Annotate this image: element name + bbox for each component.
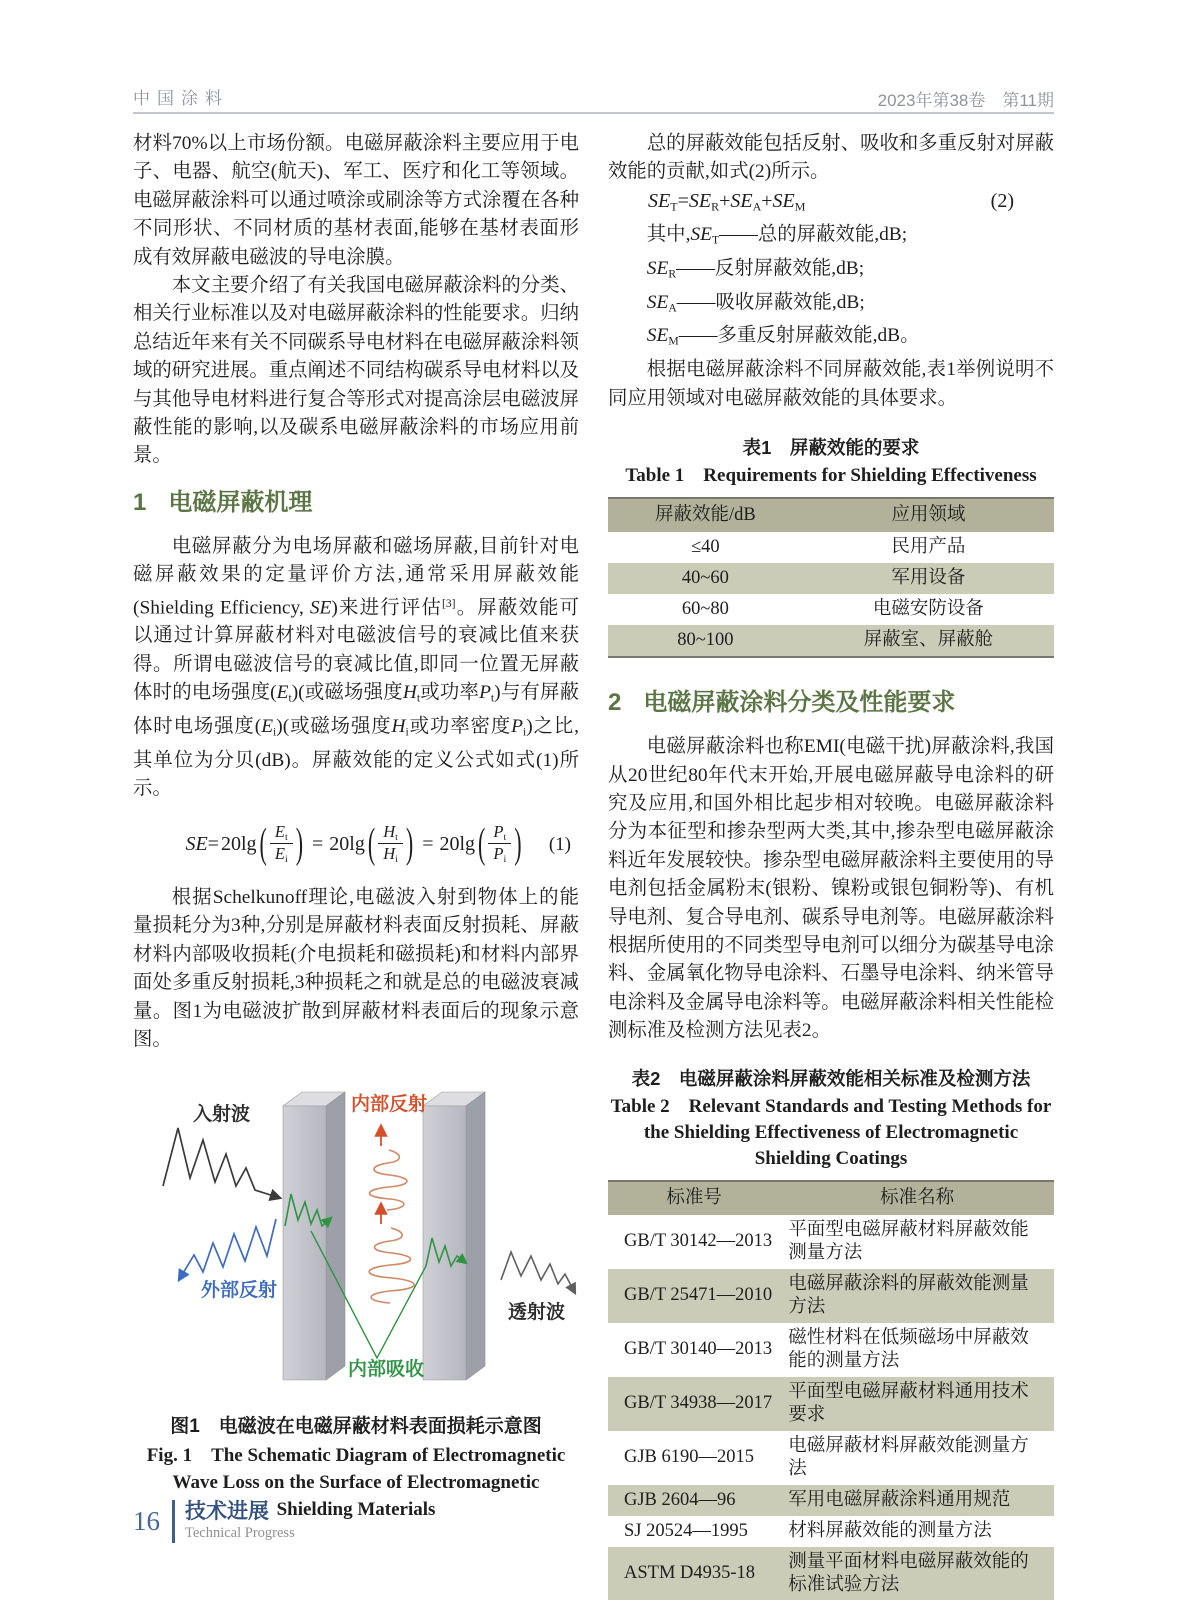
paragraph: 根据Schelkunoff理论,电磁波入射到物体上的能量损耗分为3种,分别是屏蔽材料表面反射损耗、屏蔽材料内部吸收损耗(介电损耗和磁损耗)和材料内部界面处多重反射损耗,3种损耗之和就是总的电磁波衰减量。图1为电磁波扩散到屏蔽材料表面后的现象示意图。	[133, 886, 579, 1050]
table-2-caption-cn: 表2 电磁屏蔽涂料屏蔽效能相关标准及检测方法	[631, 1067, 1031, 1089]
left-paren: (	[367, 818, 376, 867]
internal-reflection-coil-top	[369, 1150, 407, 1210]
section-heading-2	[608, 686, 1054, 720]
fraction	[270, 822, 293, 867]
numerator: $H_t$	[383, 821, 398, 843]
table-row	[608, 563, 1054, 594]
issue-info: 2023年第38卷 第11期	[877, 91, 1054, 110]
table-cell: 民用产品	[891, 537, 966, 558]
table-1-caption-cn: 表1 屏蔽效能的要求	[742, 437, 920, 459]
table-cell: 电磁安防设备	[872, 599, 984, 620]
table-2-caption-en: Table 2 Relevant Standards and Testing Methods for the Shielding Effectiveness of Electromagnetic Shielding Coatings	[610, 1095, 1052, 1169]
standard-name: 测量平面材料电磁屏蔽效能的标准试验方法	[788, 1551, 1029, 1595]
table-2-header-cell: 标准号	[608, 1181, 780, 1215]
journal-name: 中国涂料	[133, 89, 229, 108]
left-paren: (	[259, 818, 267, 867]
table-row	[608, 532, 1054, 563]
standard-name: 平面型电磁屏蔽材料屏蔽效能测量方法	[788, 1219, 1029, 1263]
table-cell: 60~80	[681, 599, 729, 620]
shield-slab-right	[423, 1092, 485, 1380]
numerator: $P_t$	[493, 821, 507, 843]
standard-name: 电磁屏蔽材料屏蔽效能测量方法	[788, 1435, 1029, 1479]
column-title-cn: 技术进展	[185, 1500, 269, 1523]
table-1-header-cell: 应用领域	[803, 498, 1054, 532]
paragraph: 总的屏蔽效能包括反射、吸收和多重反射对屏蔽效能的贡献,如式(2)所示。	[608, 133, 1054, 183]
table-row	[608, 594, 1054, 625]
table-row	[608, 1269, 1054, 1323]
incident-wave	[163, 1128, 280, 1198]
right-paren: )	[514, 818, 522, 867]
standard-number: GB/T 34938—2017	[624, 1393, 773, 1414]
section-title: 电磁屏蔽涂料分类及性能要求	[643, 689, 956, 717]
paragraph: 根据电磁屏蔽涂料不同屏蔽效能,表1举例说明不同应用领域对电磁屏蔽效能的具体要求。	[608, 359, 1054, 409]
paragraph: 材料70%以上市场份额。电磁屏蔽涂料主要应用于电子、电器、航空(航天)、军工、医疗和化工等领域。电磁屏蔽涂料可以通过喷涂或刷涂等方式涂覆在各种不同形状、不同材质的基材表面,能够在基材表面形成有效屏蔽电磁波的导电涂膜。	[133, 133, 579, 268]
table-cell: 军用设备	[891, 568, 966, 589]
section-number: 2	[608, 689, 622, 717]
table-row	[608, 1323, 1054, 1377]
right-paren: )	[405, 818, 414, 867]
internal-reflection-label: 内部反射	[351, 1094, 428, 1116]
denominator: $H_i$	[378, 843, 403, 866]
table-row	[608, 1516, 1054, 1547]
left-column	[133, 130, 579, 1523]
figure-1-diagram	[133, 1066, 579, 1406]
eq1-term-1	[220, 818, 306, 867]
table-cell: 80~100	[677, 630, 734, 651]
paragraph: 本文主要介绍了有关我国电磁屏蔽涂料的分类、相关行业标准以及对电磁屏蔽涂料的性能要求。归纳总结近年来有关不同碳系导电材料在电磁屏蔽涂料领域的研究进展。重点阐述不同结构碳系导电材料以及与其他导电材料进行复合等形式对提高涂层电磁波屏蔽性能的影响,以及碳系电磁屏蔽涂料的市场应用前景。	[133, 275, 579, 467]
equation-number: (1)	[548, 833, 571, 855]
table-cell: 屏蔽室、屏蔽舱	[863, 630, 994, 651]
page-number: 16	[133, 1506, 160, 1536]
eq1-operator: 20lg	[220, 832, 257, 855]
left-paren: (	[478, 818, 486, 867]
table-row	[608, 1547, 1054, 1600]
numerator: $E_t$	[274, 821, 288, 843]
standard-number: GJB 6190—2015	[624, 1447, 755, 1468]
standard-name: 平面型电磁屏蔽材料通用技术要求	[788, 1381, 1029, 1425]
standard-name: 磁性材料在低频磁场中屏蔽效能的测量方法	[788, 1327, 1029, 1371]
denominator: $P_i$	[488, 843, 511, 866]
table-1-caption-en: Table 1 Requirements for Shielding Effectiveness	[625, 465, 1037, 487]
standard-number: GB/T 30140—2013	[624, 1339, 773, 1360]
table-row	[608, 1485, 1054, 1516]
external-reflection-wave	[179, 1219, 276, 1280]
standard-number: GJB 2604—96	[624, 1489, 736, 1510]
table-row	[608, 1431, 1054, 1485]
page-footer	[133, 1500, 295, 1543]
eq1-term-3	[439, 818, 524, 867]
section-heading-1	[133, 486, 579, 520]
table-2-header-cell: 标准名称	[780, 1181, 1054, 1215]
figure-1-caption-en: Fig. 1 The Schematic Diagram of Electromagnetic Wave Loss on the Surface of Electromagnetic Shielding Materials	[146, 1445, 566, 1521]
table-row	[608, 625, 1054, 657]
transmitted-wave	[501, 1252, 575, 1293]
standard-number: ASTM D4935-18	[624, 1563, 756, 1584]
definition-line: 其中$,SE_T——$总的屏蔽效能,dB;	[646, 223, 908, 247]
definition-line: $SE_A——$吸收屏蔽效能,dB;	[646, 291, 865, 315]
section-number: 1	[133, 488, 147, 516]
standard-name: 材料屏蔽效能的测量方法	[788, 1520, 992, 1541]
table-cell: ≤40	[691, 537, 720, 558]
table-1-header-cell: 屏蔽效能/dB	[608, 498, 803, 532]
standard-name: 电磁屏蔽涂料的屏蔽效能测量方法	[788, 1273, 1029, 1317]
denominator: $E_i$	[270, 843, 293, 866]
incident-wave-label: 入射波	[193, 1104, 251, 1126]
fraction	[378, 822, 403, 867]
internal-absorption-label: 内部吸收	[348, 1359, 425, 1381]
eq1-operator: 20lg	[329, 832, 365, 855]
equals-sign: =	[312, 832, 324, 855]
definition-line: $SE_M——$多重反射屏蔽效能,dB。	[646, 325, 920, 348]
equals-sign: =	[422, 832, 434, 855]
eq1-operator: 20lg	[439, 832, 476, 855]
fraction	[488, 822, 511, 867]
right-paren: )	[295, 818, 304, 867]
table-1-header-row	[608, 498, 1054, 532]
transmitted-wave-label: 透射波	[508, 1302, 566, 1324]
paragraph: 电磁屏蔽分为电场屏蔽和磁场屏蔽,目前针对电磁屏蔽效果的定量评价方法,通常采用屏蔽效能(Shielding Efficiency, SE)来进行评估[3]。屏蔽效能可以通过计算屏蔽材料对电磁波信号的衰减比值来获得。所谓电磁波信号的衰减比值,即同一位置无屏蔽体时的电场强度$(E_t)$(或磁场强度$H_t$或功率$P_t$)与有屏蔽体时电场强度$(E_i)$(或磁场强度$H_i$或功率密度$P_i$)之比,其单位为分贝(dB)。屏蔽效能的定义公式如式(1)所示。	[133, 535, 580, 800]
figure-1-caption-cn: 图1 电磁波在电磁屏蔽材料表面损耗示意图	[170, 1416, 542, 1438]
right-column	[608, 130, 1054, 1600]
standard-number: GB/T 25471—2010	[624, 1285, 773, 1306]
definition-line: $SE_R——$反射屏蔽效能,dB;	[646, 257, 865, 281]
internal-reflection-coil-bottom	[369, 1228, 414, 1303]
eq1-term-2	[329, 818, 416, 867]
table-1	[608, 497, 1054, 658]
header-rule	[133, 112, 1054, 114]
eq2-expression: $SE_T=SE_R+SE_A+SE_M$	[648, 189, 806, 214]
eq1-lhs: SE=	[185, 832, 219, 855]
column-title-en: Technical Progress	[185, 1525, 295, 1541]
table-2	[608, 1180, 1054, 1600]
external-reflection-label: 外部反射	[201, 1280, 278, 1302]
table-row	[608, 1377, 1054, 1431]
standard-name: 军用电磁屏蔽涂料通用规范	[788, 1489, 1011, 1510]
table-cell: 40~60	[681, 568, 729, 589]
column-title	[172, 1500, 295, 1543]
standard-number: SJ 20524—1995	[624, 1520, 748, 1541]
table-2-header-row	[608, 1181, 1054, 1215]
equation-2	[608, 187, 1054, 221]
table-row	[608, 1215, 1054, 1269]
equation-number: (2)	[990, 189, 1014, 212]
paragraph: 电磁屏蔽涂料也称EMI(电磁干扰)屏蔽涂料,我国从20世纪80年代末开始,开展电磁屏蔽导电涂料的研究及应用,和国外相比起步相对较晚。电磁屏蔽涂料分为本征型和掺杂型两大类,其中,掺杂型电磁屏蔽涂料近年发展较快。掺杂型电磁屏蔽涂料主要使用的导电剂包括金属粉末(银粉、镍粉或银包铜粉等)、有机导电剂、复合导电剂、碳系导电剂等。电磁屏蔽涂料根据所使用的不同类型导电剂可以细分为碳基导电涂料、金属氧化物导电涂料、石墨导电涂料、纳米管导电涂料及金属导电涂料等。电磁屏蔽涂料相关性能检测标准及检测方法见表2。	[608, 736, 1054, 1042]
equation-1	[133, 819, 579, 869]
standard-number: GB/T 30142—2013	[624, 1231, 773, 1252]
section-title: 电磁屏蔽机理	[168, 488, 313, 516]
